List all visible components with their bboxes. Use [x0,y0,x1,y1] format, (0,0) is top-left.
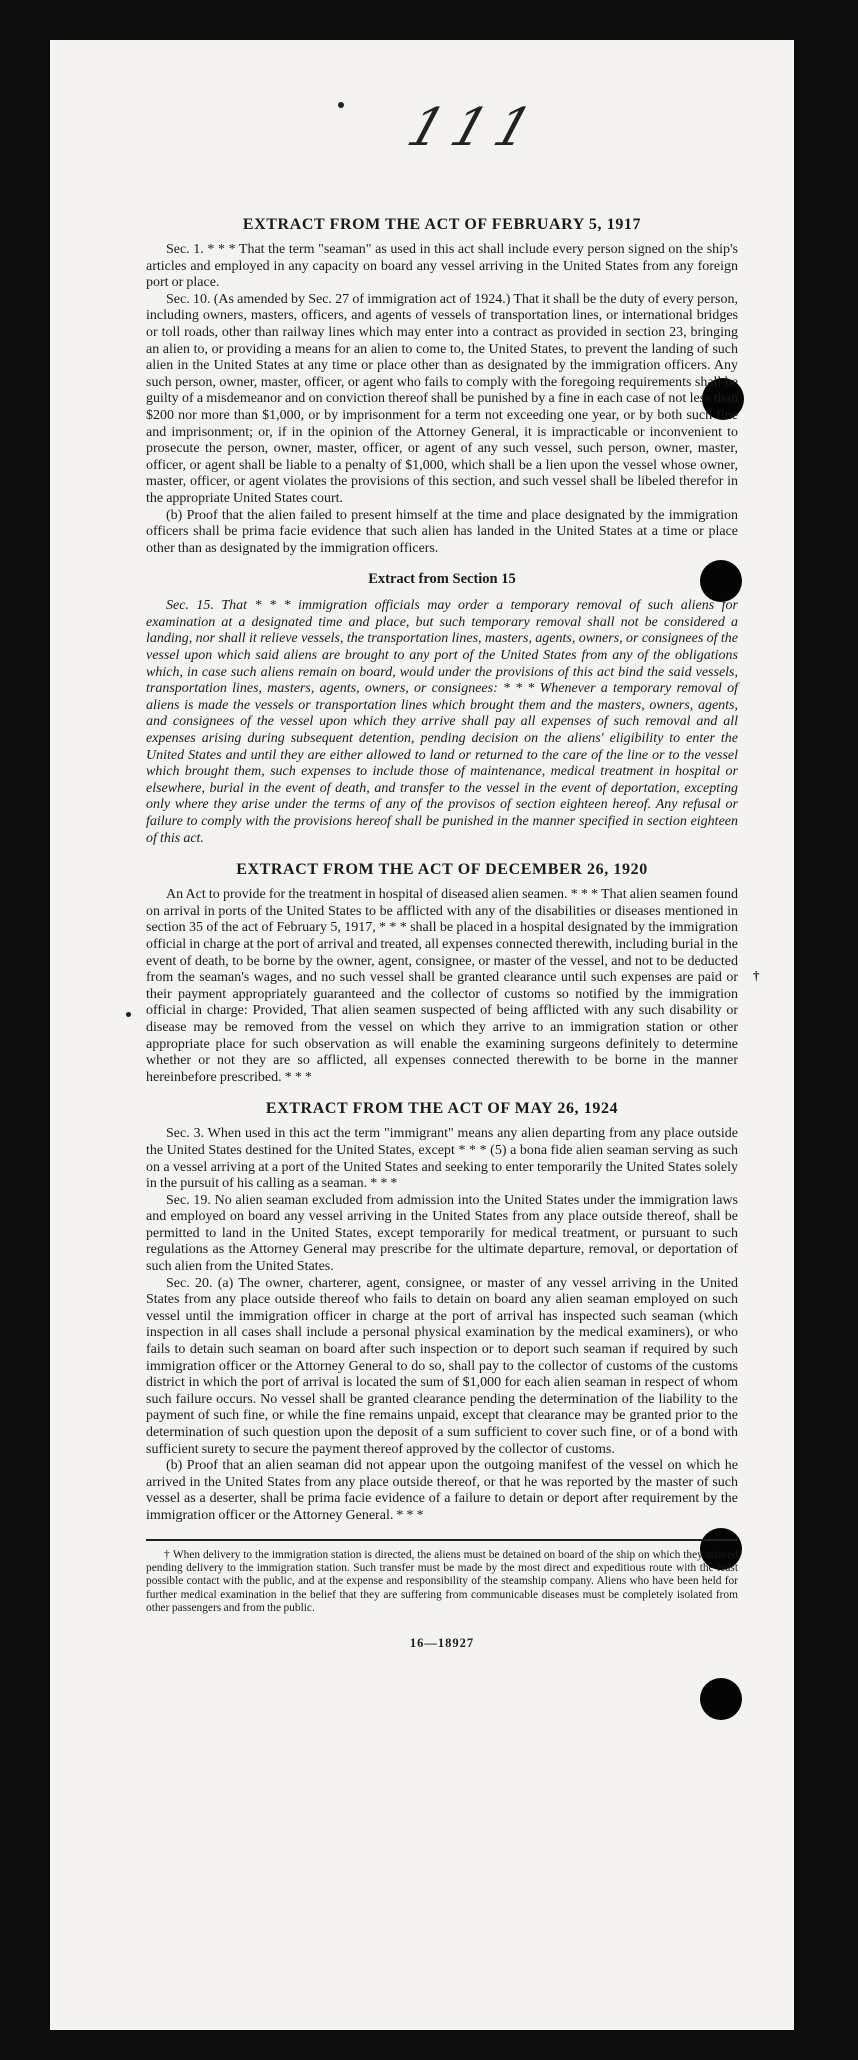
paragraph: An Act to provide for the treatment in hospital of diseased alien seamen. * * * That alien seamen found on arrival in ports of the United States to be afflicted with any of the disabilities or diseases mentioned in section 35 of the act of February 5, 1917, * * * shall be placed in a hospital designated by the immigration official in charge at the port of arrival and treated, all expenses connected therewith, including burial in the event of death, to be borne by the owner, agent, consignee, or master of the vessel, and not to be deducted from the seaman's wages, and no such vessel shall be granted clearance until such expenses are paid or their payment appropriately guaranteed and the collector of customs so notified by the immigration official in charge: Provided, That alien seamen suspected of being afflicted with any such disability or disease may be removed from the vessel on which they arrive to an immigration station or other appropriate place for such observation as will enable the examining surgeons definitely to determine whether or not they are so afflicted, all expenses connected therewith to be borne in the manner hereinbefore prescribed. * * * [146,887,738,1085]
paragraph: Sec. 3. When used in this act the term "immigrant" means any alien departing from any place outside the United States destined for the United States, except * * * (5) a bona fide alien seaman serving as such on a vessel arriving at a port of the United States and seeking to enter temporarily the United States solely in the pursuit of his calling as a seaman. * * * [146,1126,738,1192]
section-title: Extract from Section 15 [368,571,516,588]
footnote [146,1549,738,1616]
paragraph: Sec. 1. * * * That the term "seaman" as used in this act shall include every person signed on the ship's articles and employed in any capacity on board any vessel arriving in the United States from any foreign port or place. [146,242,738,291]
margin-dagger: † [753,968,760,983]
section-15-extract [146,571,738,847]
handwritten-mark: 111 [400,98,550,158]
ink-dot [338,102,344,108]
section-act-1924 [146,1100,738,1524]
section-act-1917 [146,216,738,557]
paragraph: (b) Proof that an alien seaman did not appear upon the outgoing manifest of the vessel on which he arrived in the United States from any place outside thereof, or that he was reported by the master of such vessel as a deserter, shall be prima facie evidence of a failure to detain or deport after requirement by the immigration officer or the Attorney General. * * * [146,1458,738,1523]
punch-hole [700,1678,742,1720]
paragraph: Sec. 15. That * * * immigration officials may order a temporary removal of such aliens for examination at a designated time and place, but such temporary removal shall not be considered a landing, nor shall it relieve vessels, the transportation lines, masters, agents, owners, or consignees of the vessel upon which said aliens are brought to any port of the United States from any of the obligations which, in case such aliens remain on board, would under the provisions of this act bind the said vessels, transportation lines, masters, agents, owners, or consignees: * * * Whenever a temporary removal of aliens is made the vessels or transportation lines which brought them and the masters, owners, agents, and consignees of the vessel upon which they arrive shall pay all expenses of such removal and all expenses arising during subsequent detention, pending decision on the aliens' eligibility to enter the United States and until they are either allowed to land or returned to the care of the line or to the vessel which brought them, such expenses to include those of maintenance, medical treatment in hospital or elsewhere, burial in the event of death, and transfer to the vessel in the event of deportation, excepting only where they arise under the terms of any of the provisos of section eighteen hereof. Any refusal or failure to comply with the provisions hereof shall be punished in the manner specified in section eighteen of this act. [146,598,738,846]
paragraph: Sec. 20. (a) The owner, charterer, agent, consignee, or master of any vessel arriving in the United States from any place outside thereof who fails to detain on board any alien seaman employed on such vessel until the immigration officer in charge at the port of arrival has inspected such seaman (which inspection in all cases shall include a personal physical examination by the medical examiners), or who fails to detain such seaman on board after such inspection or to deport such seaman if required by such immigration officer or the Attorney General to do so, shall pay to the collector of customs of the customs district in which the port of arrival is located the sum of $1,000 for each alien seaman in respect of whom such failure occurs. No vessel shall be granted clearance pending the determination of the liability to the payment of such fine, or while the fine remains unpaid, except that clearance may be granted prior to the determination of such question upon the deposit of a sum sufficient to cover such fine, or of a bond with sufficient surety to secure the payment thereof approved by the collector of customs. [146,1275,738,1457]
divider [146,1539,738,1541]
paragraph: Sec. 10. (As amended by Sec. 27 of immigration act of 1924.) That it shall be the duty of every person, including owners, masters, officers, and agents of vessels of transportation lines, or international bridges or toll roads, other than railway lines which may enter into a contract as provided in section 23, bringing an alien to, or providing a means for an alien to come to, the United States, to prevent the landing of such alien in the United States at any time or place other than as designated by the immigration officers. Any such person, owner, master, officer, or agent who fails to comply with the foregoing requirements shall be guilty of a misdemeanor and on conviction thereof shall be punished by a fine in each case of not less than $200 nor more than $1,000, or by imprisonment for a term not exceeding one year, or by both such fine and imprisonment; or, if in the opinion of the Attorney General, it is impracticable or inconvenient to prosecute the person, owner, master, officer, or agent of any such vessel, such person, owner, master, officer, or agent shall be liable to a penalty of $1,000, which shall be a lien upon the vessel whose owner, master, officer, or agent violates the provisions of this section, and such vessel shall be libeled therefor in the appropriate United States court. [146,291,738,506]
section-title: EXTRACT FROM THE ACT OF FEBRUARY 5, 1917 [242,216,642,233]
document-body [146,216,738,1651]
section-title: EXTRACT FROM THE ACT OF DECEMBER 26, 1920 [236,861,648,879]
ink-dot [126,1012,131,1017]
section-act-1920 [146,861,738,1086]
paragraph: (b) Proof that the alien failed to present himself at the time and place designated by the immigration officers shall be prima facie evidence that such alien has landed in the United States at a time or place other than as designated by the immigration officers. [146,507,738,556]
paragraph: Sec. 19. No alien seaman excluded from admission into the United States under the immigration laws and employed on board any vessel arriving in the United States from any place outside thereof, shall be permitted to land in the United States, except temporarily for medical treatment, or pursuant to such regulations as the Attorney General may prescribe for the ultimate departure, removal, or deportation of such alien from the United States. [146,1192,738,1275]
document-number: 16—18927 [409,1635,475,1650]
document-page [50,40,794,2030]
footnote-text: † When delivery to the immigration station is directed, the aliens must be detained on board of the ship on which they arrived pending delivery to the immigration station. Such transfer must be made by the most direct and expeditious route with the least possible contact with the public, and at the expense and responsibility of the steamship company. Aliens who have been held for further medical examination in the belief that they are suffering from communicable diseases must be completely isolated from other passengers and from the public. [146,1548,738,1615]
section-title: EXTRACT FROM THE ACT OF MAY 26, 1924 [265,1100,619,1118]
